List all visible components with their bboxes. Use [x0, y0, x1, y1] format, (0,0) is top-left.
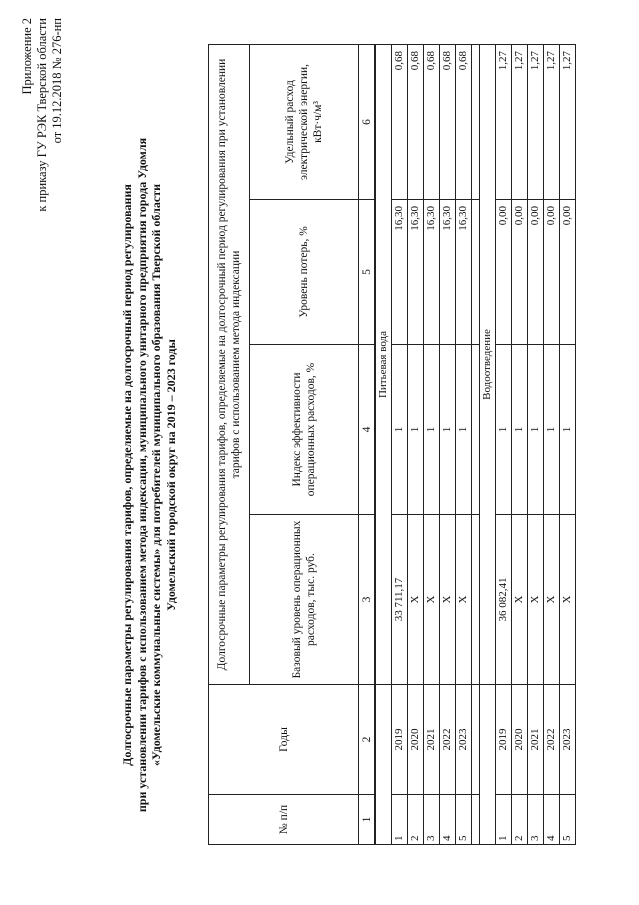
table-cell: 3: [528, 795, 544, 845]
table-cell: 2020: [408, 685, 424, 795]
col-number: 6: [359, 44, 376, 199]
table-cell: 3: [424, 795, 440, 845]
table-cell: 2021: [528, 685, 544, 795]
table-row: [440, 44, 456, 844]
table-cell: 1,27: [496, 44, 512, 199]
table-row: [408, 44, 424, 844]
table-cell: 1: [392, 345, 408, 515]
table-cell: 1: [440, 345, 456, 515]
approval-line-3: от 19.12.2018 № 276-нп: [50, 18, 64, 144]
table-cell: 0,00: [496, 200, 512, 345]
table-cell: 2020: [512, 685, 528, 795]
section-title: Питьевая вода: [375, 44, 392, 684]
table-cell: 2019: [392, 685, 408, 795]
table-cell: 0,68: [392, 44, 408, 199]
approval-line-1: Приложение 2: [20, 18, 34, 95]
col-number: 5: [359, 200, 376, 345]
spacer-cell: [472, 44, 480, 199]
table-cell: Х: [440, 515, 456, 685]
table-row: [544, 44, 560, 844]
table-cell: 1: [496, 345, 512, 515]
table-cell: 1: [512, 345, 528, 515]
table-cell: 0,68: [424, 44, 440, 199]
table-cell: Х: [528, 515, 544, 685]
table-cell: Х: [456, 515, 472, 685]
table-cell: Х: [512, 515, 528, 685]
parameters-table: [208, 44, 576, 845]
table-cell: 1: [560, 345, 576, 515]
header-col-6: Удельный расход электрической энергии, кВт·ч/м³: [250, 44, 359, 199]
header-no: № п/п: [209, 795, 359, 845]
table-cell: 2019: [496, 685, 512, 795]
table-row: [512, 44, 528, 844]
spacer-cell: [472, 200, 480, 345]
table-cell: 16,30: [392, 200, 408, 345]
section-title-row: [375, 44, 392, 844]
section-empty-cell: [375, 685, 392, 845]
table-row: [496, 44, 512, 844]
col-number: 3: [359, 515, 376, 685]
section-empty-cell: [480, 685, 496, 845]
table-cell: 1,27: [544, 44, 560, 199]
table-cell: 0,00: [512, 200, 528, 345]
table-row: [424, 44, 440, 844]
approval-stamp: [20, 18, 65, 212]
table-cell: 2: [512, 795, 528, 845]
col-number: 4: [359, 345, 376, 515]
table-cell: 5: [456, 795, 472, 845]
table-cell: 2022: [544, 685, 560, 795]
table-cell: 2: [408, 795, 424, 845]
table-cell: 1: [392, 795, 408, 845]
title-line-2: при установлении тарифов с использованием метода индексации, муниципального унитарного предприятия города Удомля: [134, 137, 149, 813]
table-cell: 2023: [456, 685, 472, 795]
table-cell: 16,30: [456, 200, 472, 345]
title-line-4: Удомельский городской округ на 2019 – 2023 годы: [163, 339, 178, 611]
table-cell: 1: [496, 795, 512, 845]
table-cell: 1,27: [528, 44, 544, 199]
spacer-cell: [472, 685, 480, 795]
header-col-5: Уровень потерь, %: [250, 200, 359, 345]
table-row: [456, 44, 472, 844]
table-cell: Х: [408, 515, 424, 685]
section-title: Водоотведение: [480, 44, 496, 684]
table-cell: 0,00: [528, 200, 544, 345]
table-row: [528, 44, 544, 844]
col-number: 1: [359, 795, 376, 845]
header-col-4: Индекс эффективности операционных расходов, %: [250, 345, 359, 515]
table-cell: 4: [440, 795, 456, 845]
table-cell: 36 082,41: [496, 515, 512, 685]
spacer-row: [472, 44, 480, 844]
table-cell: 5: [560, 795, 576, 845]
table-cell: 1,27: [560, 44, 576, 199]
table-cell: 1: [528, 345, 544, 515]
table-cell: 1: [424, 345, 440, 515]
header-row-1: [209, 44, 250, 844]
table-cell: Х: [424, 515, 440, 685]
table-cell: 2021: [424, 685, 440, 795]
col-number: 2: [359, 685, 376, 795]
approval-line-2: к приказу ГУ РЭК Тверской области: [35, 18, 49, 212]
table-row: [560, 44, 576, 844]
spacer-cell: [472, 515, 480, 685]
title-line-3: «Удомельские коммунальные системы» для потребителей муниципального образования Тверской области: [149, 183, 163, 767]
spacer-cell: [472, 345, 480, 515]
column-number-row: [359, 44, 376, 844]
header-group: Долгосрочные параметры регулирования тарифов, определяемые на долгосрочный период регулирования при установлении тарифов с использованием метода индексации: [209, 44, 250, 684]
table-cell: 16,30: [408, 200, 424, 345]
table-cell: 1,27: [512, 44, 528, 199]
table-cell: 2023: [560, 685, 576, 795]
table-cell: 0,68: [408, 44, 424, 199]
table-row: [392, 44, 408, 844]
header-col-3: Базовый уровень операционных расходов, тыс. руб.: [250, 515, 359, 685]
section-title-row: [480, 44, 496, 844]
table-cell: 33 711,17: [392, 515, 408, 685]
spacer-cell: [472, 795, 480, 845]
table-cell: 1: [456, 345, 472, 515]
table-cell: Х: [560, 515, 576, 685]
table-cell: 0,00: [560, 200, 576, 345]
table-cell: 0,00: [544, 200, 560, 345]
table-cell: 0,68: [456, 44, 472, 199]
document-title: [120, 95, 178, 855]
table-cell: Х: [544, 515, 560, 685]
table-cell: 1: [408, 345, 424, 515]
title-line-1: Долгосрочные параметры регулирования тарифов, определяемые на долгосрочный период регулирования: [120, 184, 134, 766]
table-cell: 2022: [440, 685, 456, 795]
table-cell: 1: [544, 345, 560, 515]
table-cell: 16,30: [440, 200, 456, 345]
header-years: Годы: [209, 685, 359, 795]
table-cell: 0,68: [440, 44, 456, 199]
table-cell: 4: [544, 795, 560, 845]
table-cell: 16,30: [424, 200, 440, 345]
